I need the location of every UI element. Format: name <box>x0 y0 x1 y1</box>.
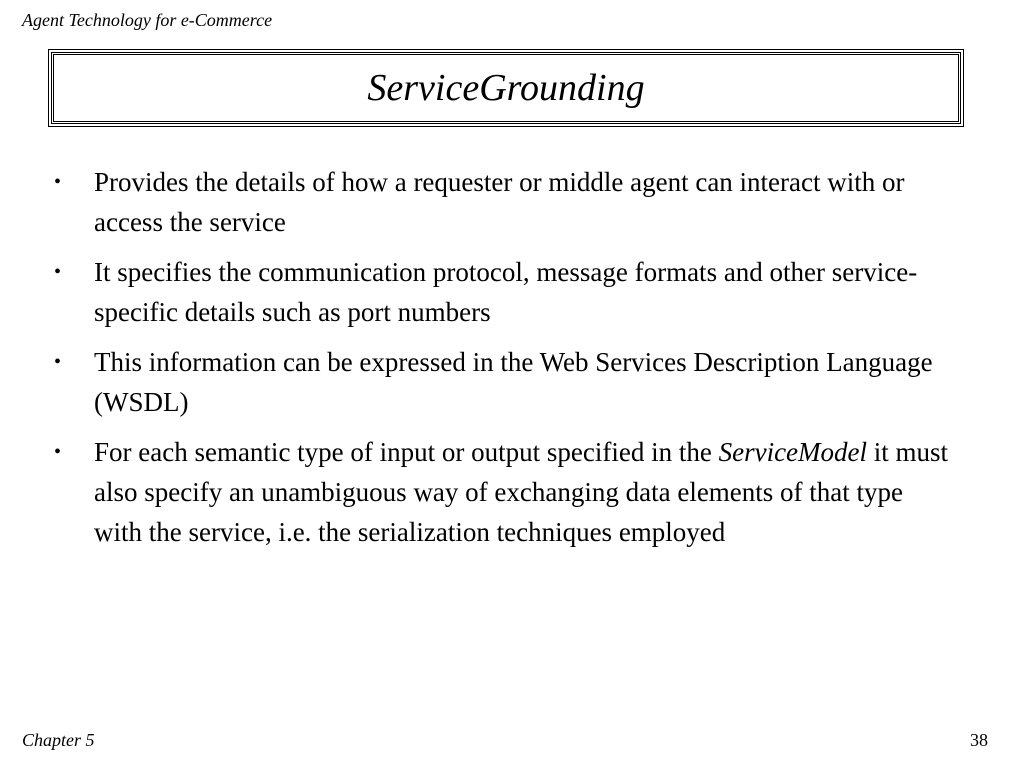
bullet-dot-icon: • <box>54 351 62 373</box>
title-box <box>51 52 961 124</box>
bullet-dot-icon: • <box>54 171 62 193</box>
footer-chapter: Chapter 5 <box>22 730 95 750</box>
bullet-item <box>54 432 954 552</box>
bullet-item <box>54 162 954 242</box>
bullet-item <box>54 252 954 332</box>
bullet-item <box>54 342 954 422</box>
bullet-text: It specifies the communication protocol, message formats and other service-specific details such as port numbers <box>94 257 918 327</box>
bullet-dot-icon: • <box>54 441 62 463</box>
bullet-text: Provides the details of how a requester or middle agent can interact with or access the service <box>94 167 905 237</box>
bullet-list <box>54 162 954 562</box>
footer-page-number: 38 <box>970 730 988 750</box>
bullet-text-prefix: For each semantic type of input or output specified in the <box>94 437 719 467</box>
bullet-text-suffix: it must also specify an unambiguous way of exchanging data elements of that type with the service, i.e. the serialization techniques employed <box>94 437 949 547</box>
bullet-dot-icon: • <box>54 261 62 283</box>
header-caption: Agent Technology for e-Commerce <box>22 10 273 30</box>
slide-title: ServiceGrounding <box>367 67 645 109</box>
service-model-term: ServiceModel <box>718 437 868 467</box>
bullet-text: This information can be expressed in the Web Services Description Language (WSDL) <box>94 347 933 417</box>
